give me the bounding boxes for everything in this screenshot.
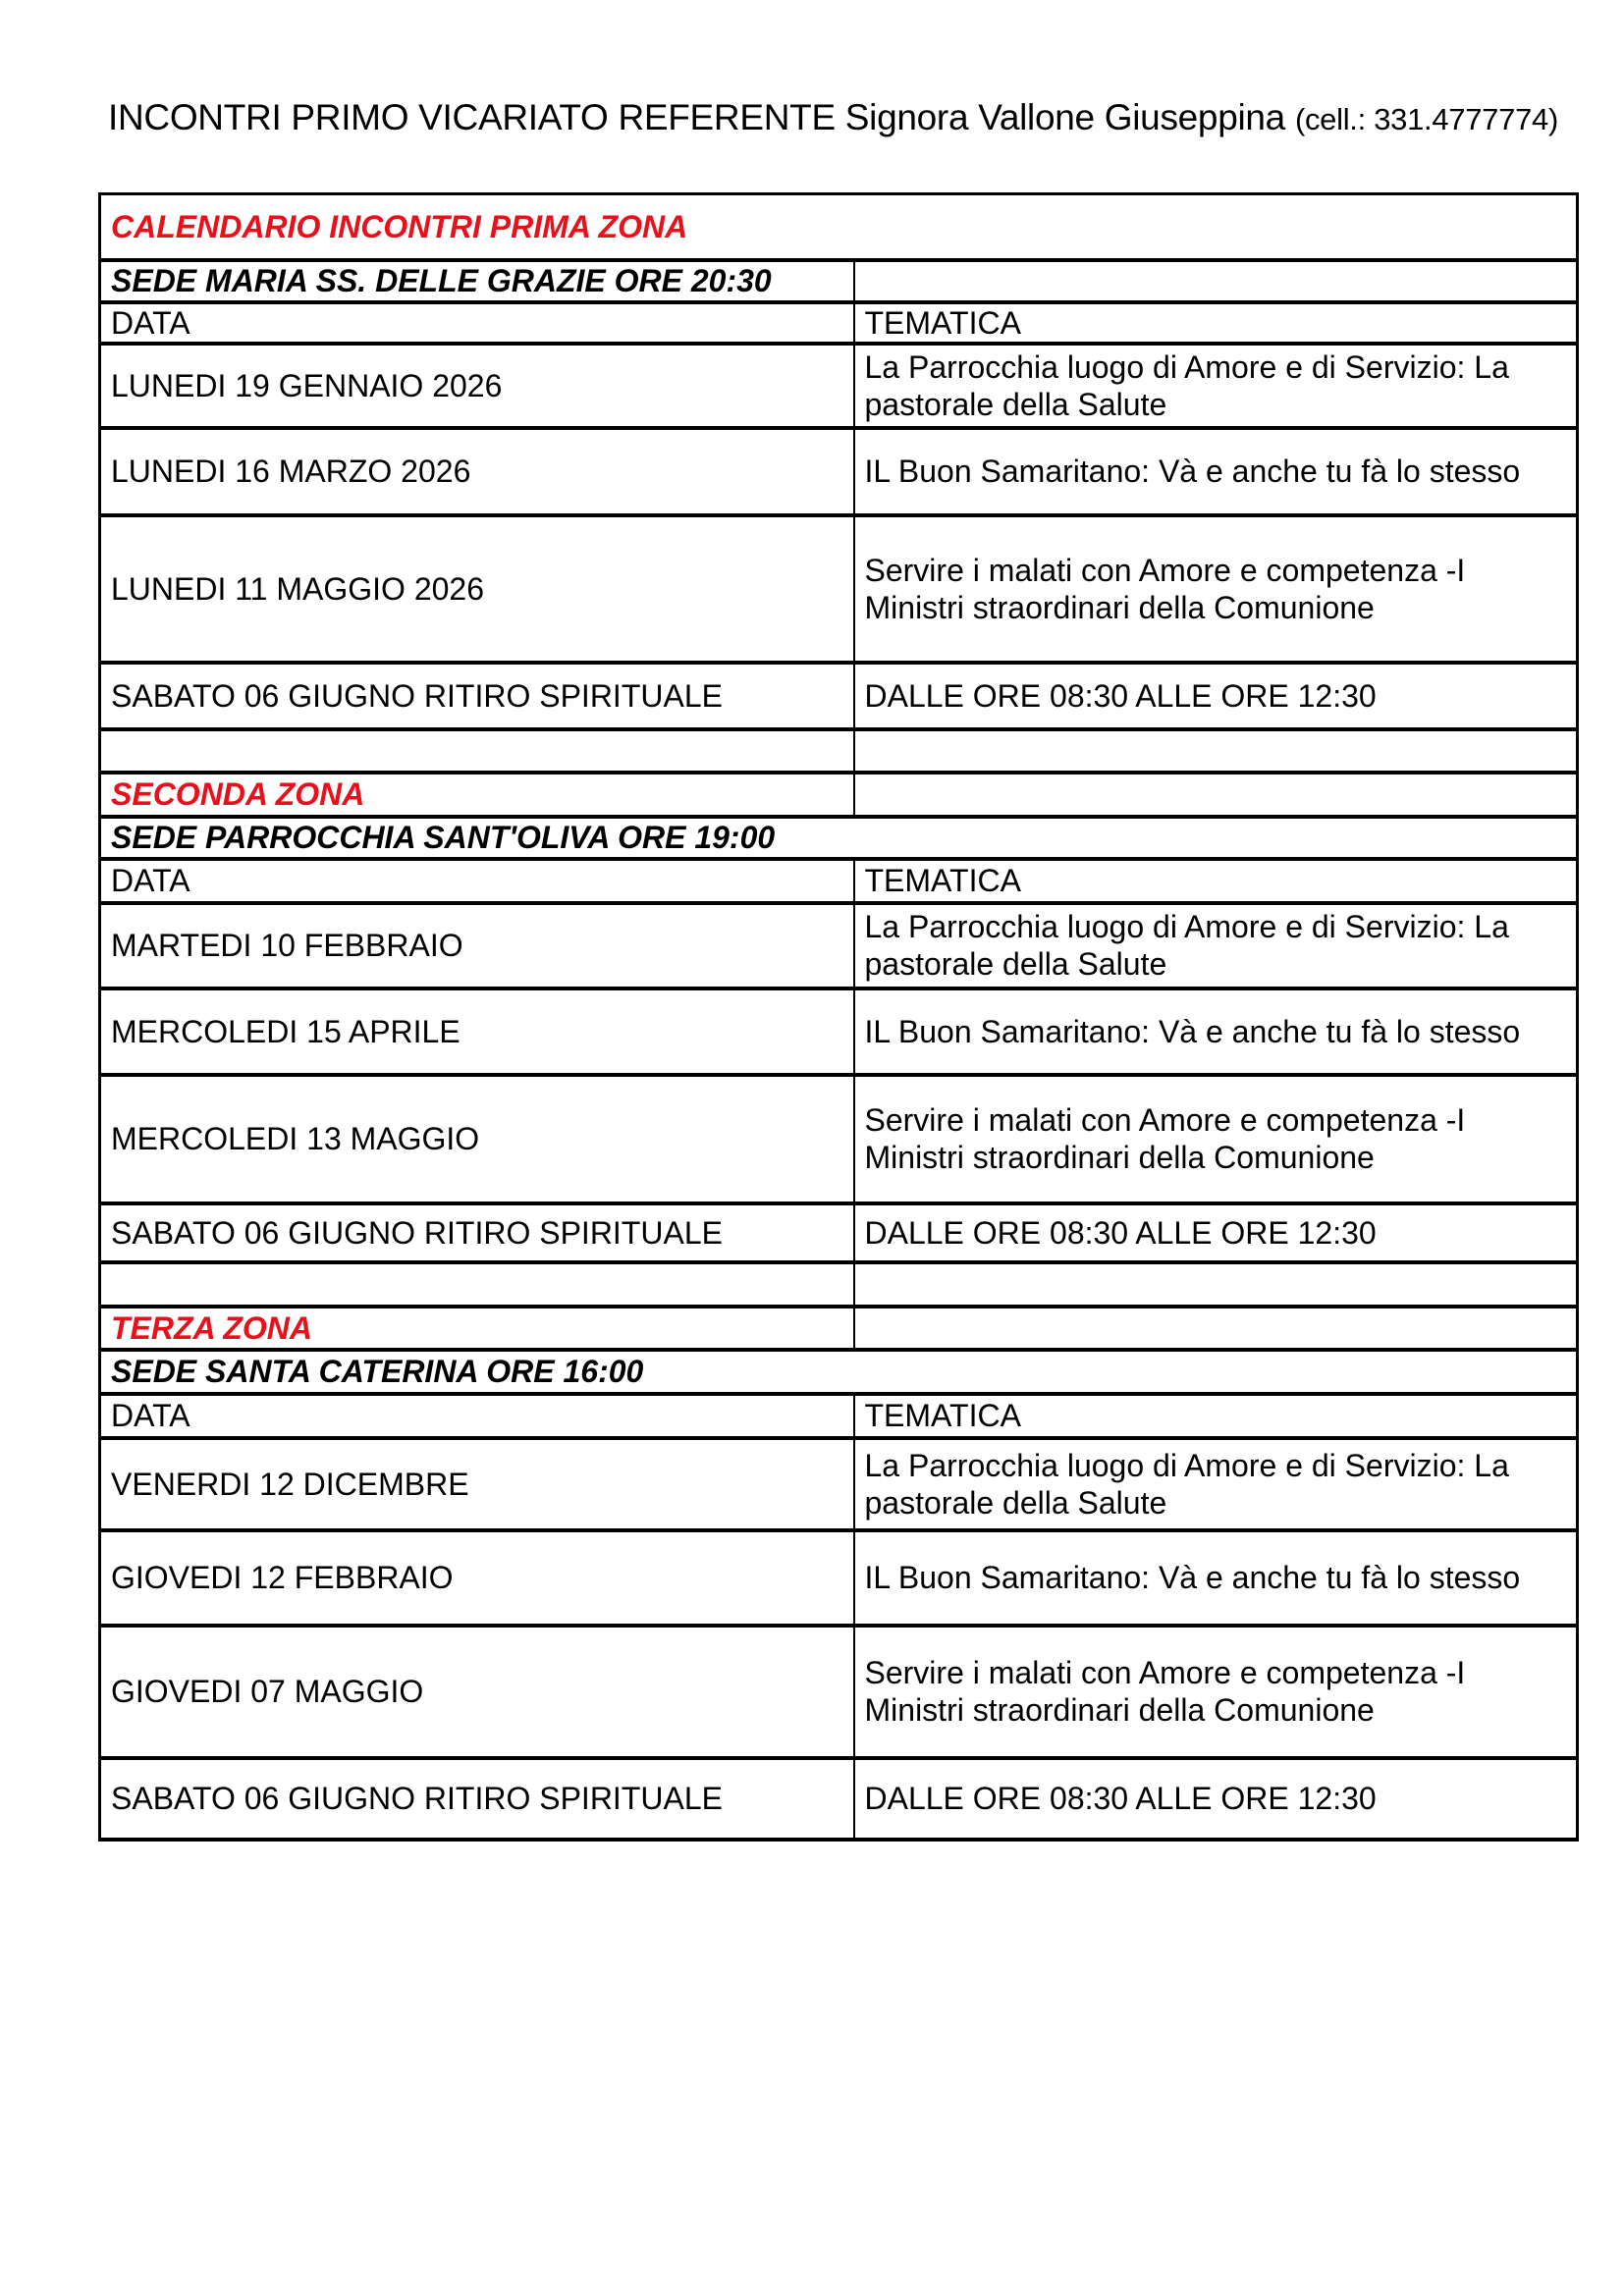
empty-cell: [854, 1307, 1578, 1350]
zone-2-title-row: [100, 773, 1578, 817]
meeting-topic: DALLE ORE 08:30 ALLE ORE 12:30: [854, 663, 1578, 729]
meeting-topic: La Parrocchia luogo di Amore e di Servizio: La pastorale della Salute: [854, 344, 1578, 428]
table-row: [100, 988, 1578, 1075]
table-row: [100, 515, 1578, 663]
meeting-topic: La Parrocchia luogo di Amore e di Servizio: La pastorale della Salute: [854, 1438, 1578, 1530]
table-row: [100, 1758, 1578, 1840]
empty-cell: [100, 1262, 854, 1307]
meeting-date: GIOVEDI 12 FEBBRAIO: [100, 1530, 854, 1626]
meeting-topic: Servire i malati con Amore e competenza -I Ministri straordinari della Comunione: [854, 1626, 1578, 1758]
empty-cell: [854, 773, 1578, 817]
meeting-topic: La Parrocchia luogo di Amore e di Servizio: La pastorale della Salute: [854, 903, 1578, 988]
empty-cell: [100, 729, 854, 773]
meeting-date: MERCOLEDI 15 APRILE: [100, 988, 854, 1075]
table-row: [100, 1075, 1578, 1203]
table-row: [100, 428, 1578, 515]
meeting-topic: Servire i malati con Amore e competenza -I Ministri straordinari della Comunione: [854, 515, 1578, 663]
column-header-date: DATA: [100, 1394, 854, 1438]
column-header-topic: TEMATICA: [854, 859, 1578, 903]
meeting-topic: IL Buon Samaritano: Và e anche tu fà lo stesso: [854, 1530, 1578, 1626]
meeting-date: SABATO 06 GIUGNO RITIRO SPIRITUALE: [100, 1203, 854, 1262]
table-row: [100, 1626, 1578, 1758]
meeting-date: SABATO 06 GIUGNO RITIRO SPIRITUALE: [100, 1758, 854, 1840]
spacer-row: [100, 1262, 1578, 1307]
zone-3-header-row: [100, 1394, 1578, 1438]
empty-cell: [854, 1262, 1578, 1307]
meeting-date: SABATO 06 GIUGNO RITIRO SPIRITUALE: [100, 663, 854, 729]
title-cell-phone: (cell.: 331.4777774): [1294, 102, 1558, 136]
zone-3-location: SEDE SANTA CATERINA ORE 16:00: [100, 1350, 1578, 1394]
column-header-date: DATA: [100, 302, 854, 344]
zone-3-title: TERZA ZONA: [100, 1307, 854, 1350]
meeting-topic: IL Buon Samaritano: Và e anche tu fà lo stesso: [854, 428, 1578, 515]
zone-3-title-row: [100, 1307, 1578, 1350]
meeting-date: MARTEDI 10 FEBBRAIO: [100, 903, 854, 988]
zone-1-title-row: [100, 194, 1578, 260]
meeting-topic: DALLE ORE 08:30 ALLE ORE 12:30: [854, 1203, 1578, 1262]
title-main: INCONTRI PRIMO VICARIATO REFERENTE Signora Vallone Giuseppina: [108, 97, 1295, 137]
table-row: [100, 903, 1578, 988]
spacer-row: [100, 729, 1578, 773]
zone-3-location-row: [100, 1350, 1578, 1394]
zone-2-location-row: [100, 817, 1578, 859]
table-row: [100, 1438, 1578, 1530]
table-row: [100, 1203, 1578, 1262]
empty-cell: [854, 729, 1578, 773]
zone-1-header-row: [100, 302, 1578, 344]
zone-2-header-row: [100, 859, 1578, 903]
meeting-topic: IL Buon Samaritano: Và e anche tu fà lo stesso: [854, 988, 1578, 1075]
table-row: [100, 663, 1578, 729]
meeting-date: GIOVEDI 07 MAGGIO: [100, 1626, 854, 1758]
meeting-date: LUNEDI 16 MARZO 2026: [100, 428, 854, 515]
empty-cell: [854, 260, 1578, 302]
zone-2-location: SEDE PARROCCHIA SANT'OLIVA ORE 19:00: [100, 817, 1578, 859]
meeting-date: MERCOLEDI 13 MAGGIO: [100, 1075, 854, 1203]
zone-1-location: SEDE MARIA SS. DELLE GRAZIE ORE 20:30: [100, 260, 854, 302]
meeting-topic: DALLE ORE 08:30 ALLE ORE 12:30: [854, 1758, 1578, 1840]
meeting-date: LUNEDI 11 MAGGIO 2026: [100, 515, 854, 663]
meeting-topic: Servire i malati con Amore e competenza -I Ministri straordinari della Comunione: [854, 1075, 1578, 1203]
meeting-date: LUNEDI 19 GENNAIO 2026: [100, 344, 854, 428]
zone-1-location-row: [100, 260, 1578, 302]
table-row: [100, 344, 1578, 428]
table-row: [100, 1530, 1578, 1626]
zone-2-title: SECONDA ZONA: [100, 773, 854, 817]
column-header-topic: TEMATICA: [854, 302, 1578, 344]
zone-1-title: CALENDARIO INCONTRI PRIMA ZONA: [100, 194, 1578, 260]
calendar-table: [98, 192, 1579, 1842]
column-header-date: DATA: [100, 859, 854, 903]
column-header-topic: TEMATICA: [854, 1394, 1578, 1438]
meeting-date: VENERDI 12 DICEMBRE: [100, 1438, 854, 1530]
document-title: [108, 94, 1581, 143]
